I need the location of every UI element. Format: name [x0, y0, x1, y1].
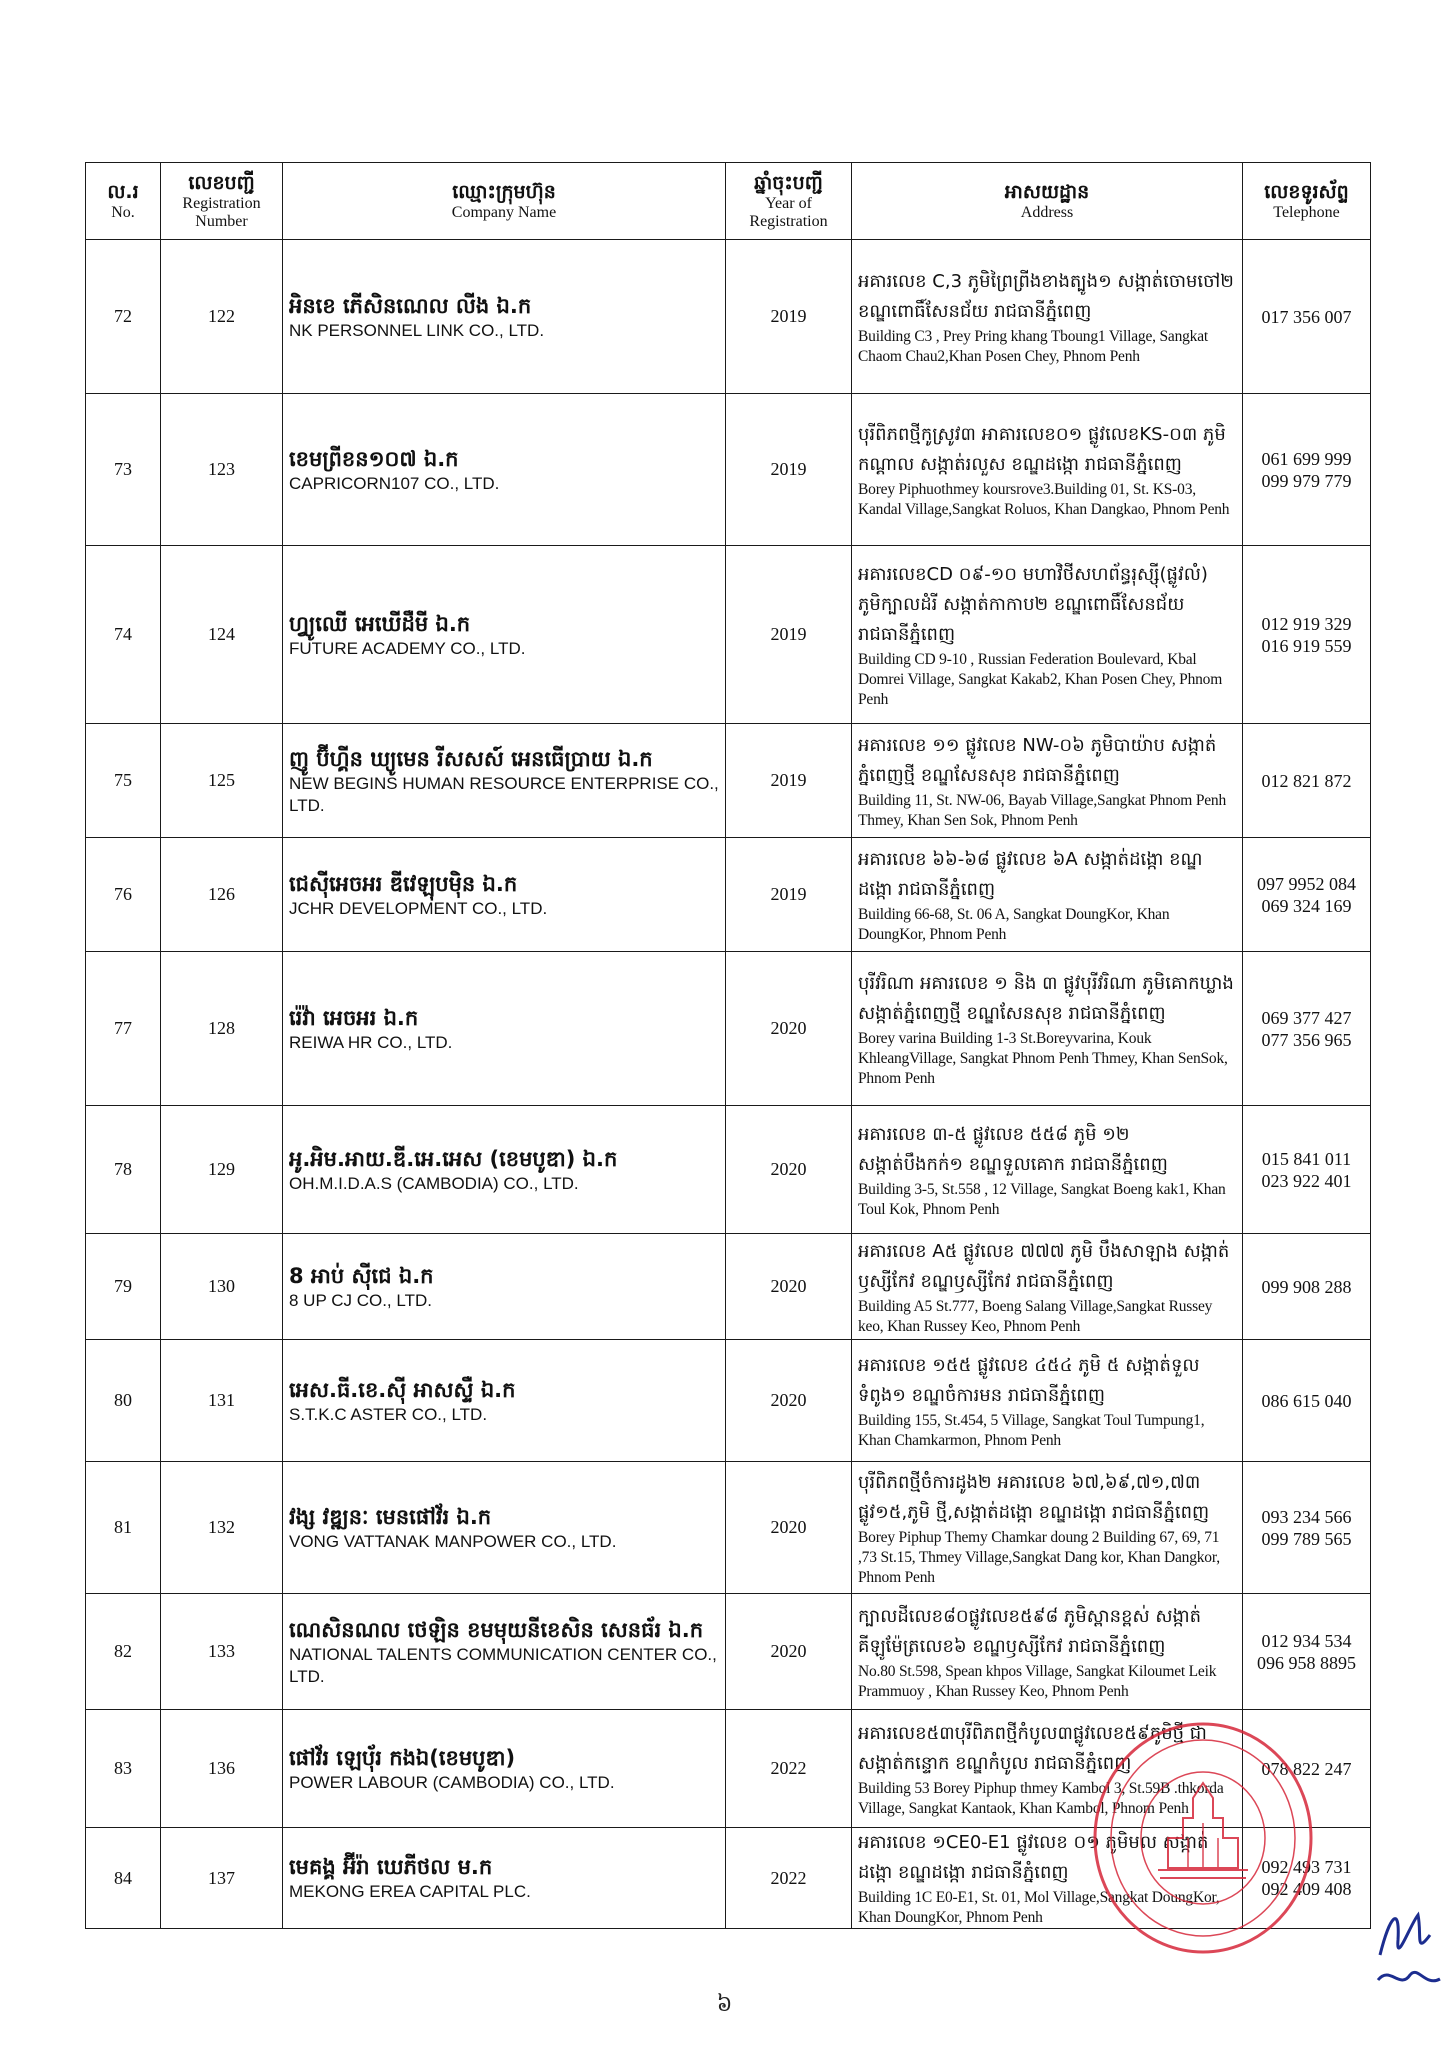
cell-registration: 123: [161, 394, 283, 546]
cell-registration: 124: [161, 546, 283, 724]
header-registration-km: លេខបញ្ជី: [188, 172, 255, 194]
cell-no: 77: [86, 952, 161, 1106]
telephone-number: 078 822 247: [1261, 1758, 1352, 1779]
address-en: Borey Piphup Themy Chamkar doung 2 Building 67, 69, 71 ,73 St.15, Thmey Village,Sangkat Dang kor, Khan Dangkor, Phnom Penh: [858, 1528, 1220, 1586]
cell-no: 83: [86, 1710, 161, 1828]
cell-address: [852, 724, 1243, 838]
table-row: [86, 724, 1371, 838]
company-name-km: ណេសិនណល ថេឡិន ខមមុយនីខេសិន សេនធ័រ ឯ.ក: [289, 1617, 704, 1642]
header-company-name-km: ឈ្មោះក្រុមហ៊ុន: [452, 181, 556, 203]
header-year-en: Year of Registration: [749, 195, 828, 230]
cell-no: 79: [86, 1234, 161, 1340]
cell-registration: 122: [161, 240, 283, 394]
address-en: Building 1C E0-E1, St. 01, Mol Village,Sangkat DoungKor, Khan DoungKor, Phnom Penh: [858, 1889, 1220, 1926]
cell-address: [852, 1462, 1243, 1594]
table-row: [86, 394, 1371, 546]
telephone-number: 069 377 427: [1261, 1007, 1352, 1028]
cell-telephone: [1243, 952, 1371, 1106]
header-company-name-en: Company Name: [451, 204, 557, 221]
telephone-number: 017 356 007: [1261, 306, 1352, 327]
telephone-number: 012 934 534: [1261, 1630, 1352, 1651]
header-address-km: អាសយដ្ឋាន: [1004, 181, 1090, 203]
company-name-km: វង្ស វឌ្ឍនៈ មេនផៅវ័រ ឯ.ក: [289, 1504, 492, 1529]
table-row: [86, 1710, 1371, 1828]
cell-registration: 130: [161, 1234, 283, 1340]
cell-telephone: [1243, 394, 1371, 546]
telephone-number: 069 324 169: [1261, 895, 1352, 916]
company-name-km: ផៅវ័រ ឡេប៉័រ កងឯ(ខេមបូឌា): [289, 1745, 516, 1770]
cell-registration: 133: [161, 1594, 283, 1710]
company-name-km: រ៉េវ៉ា អេចអរ ឯ.ក: [289, 1005, 419, 1030]
cell-telephone: [1243, 724, 1371, 838]
telephone-number: 015 841 011: [1261, 1148, 1352, 1169]
company-name-en: VONG VATTANAK MANPOWER CO., LTD.: [289, 1531, 617, 1551]
cell-company-name: [283, 240, 726, 394]
address-en: Borey varina Building 1-3 St.Boreyvarina, Kouk KhleangVillage, Sangkat Phnom Penh Thmey, Khan SenSok, Phnom Penh: [858, 1029, 1228, 1087]
cell-registration: 132: [161, 1462, 283, 1594]
cell-company-name: [283, 724, 726, 838]
address-en: Building 3-5, St.558 , 12 Village, Sangkat Boeng kak1, Khan Toul Kok, Phnom Penh: [858, 1180, 1226, 1218]
cell-address: [852, 1234, 1243, 1340]
company-name-en: NEW BEGINS HUMAN RESOURCE ENTERPRISE CO., LTD.: [289, 773, 719, 815]
address-km: អគារលេខ ៣-៥ ផ្លូវលេខ ៥៥៨ ភូមិ ១២ សង្កាត់បឹងកក់១ ខណ្ឌទួលគោក រាជធានីភ្នំពេញ: [858, 1123, 1168, 1175]
cell-company-name: [283, 838, 726, 952]
cell-registration: 131: [161, 1340, 283, 1462]
telephone-number: 097 9952 084: [1257, 873, 1356, 894]
company-name-en: REIWA HR CO., LTD.: [289, 1032, 453, 1052]
company-name-en: FUTURE ACADEMY CO., LTD.: [289, 638, 526, 658]
company-name-km: ខេមព្រីខន១០៧ ឯ.ក: [289, 446, 459, 471]
cell-address: [852, 1340, 1243, 1462]
cell-address: [852, 952, 1243, 1106]
cell-year: 2020: [726, 1106, 852, 1234]
cell-address: [852, 394, 1243, 546]
address-en: Building 66-68, St. 06 A, Sangkat DoungKor, Khan DoungKor, Phnom Penh: [858, 905, 1170, 943]
telephone-number: 012 919 329: [1261, 613, 1352, 634]
cell-address: [852, 1594, 1243, 1710]
header-telephone-en: Telephone: [1273, 204, 1340, 221]
cell-registration: 128: [161, 952, 283, 1106]
cell-no: 76: [86, 838, 161, 952]
address-en: Building C3 , Prey Pring khang Tboung1 Village, Sangkat Chaom Chau2,Khan Posen Chey, Phnom Penh: [858, 327, 1209, 365]
cell-year: 2019: [726, 724, 852, 838]
company-name-en: NK PERSONNEL LINK CO., LTD.: [289, 320, 545, 340]
cell-telephone: [1243, 240, 1371, 394]
table-row: [86, 1106, 1371, 1234]
company-name-km: អេស.ធី.ខេ.ស៊ី អាសស្ទឺ ឯ.ក: [289, 1377, 516, 1402]
table-header-row: [86, 163, 1371, 240]
header-address: [852, 163, 1243, 240]
company-name-km: ញូ ប៊ីហ្គីន ឃ្យូមេន រីសសស៍ អេនធើប្រាយ ឯ.ក: [289, 746, 653, 771]
telephone-number: 092 493 731: [1261, 1857, 1352, 1877]
address-en: Building CD 9-10 , Russian Federation Boulevard, Kbal Domrei Village, Sangkat Kakab2, Khan Posen Chey, Phnom Penh: [858, 650, 1223, 708]
cell-year: 2022: [726, 1828, 852, 1929]
address-en: Building 155, St.454, 5 Village, Sangkat Toul Tumpung1, Khan Chamkarmon, Phnom Penh: [858, 1411, 1205, 1449]
table-row: [86, 1594, 1371, 1710]
company-name-en: 8 UP CJ CO., LTD.: [289, 1290, 432, 1310]
address-km: អគារលេខCD ០៩-១០ មហាវិថីសហព័ន្ធរុស្ស៊ី(ផ្លូវលំ) ភូមិក្បាលដំរី សង្កាត់កាកាប២ ខណ្ឌពោធិ៍សែនជ័យ រាជធានីភ្នំពេញ: [858, 563, 1208, 645]
cell-year: 2019: [726, 240, 852, 394]
cell-address: [852, 838, 1243, 952]
cell-no: 72: [86, 240, 161, 394]
table-row: [86, 240, 1371, 394]
cell-year: 2020: [726, 1234, 852, 1340]
address-km: អគារលេខ C,3 ភូមិព្រៃព្រីងខាងត្បូង១ សង្កាត់ចោមចៅ២ ខណ្ឌពោធិ៍សែនជ័យ រាជធានីភ្នំពេញ: [858, 270, 1234, 322]
table-row: [86, 546, 1371, 724]
table-row: [86, 1340, 1371, 1462]
telephone-number: 099 789 565: [1261, 1528, 1352, 1549]
telephone-number: 086 615 040: [1261, 1390, 1352, 1411]
cell-company-name: [283, 546, 726, 724]
cell-company-name: [283, 1594, 726, 1710]
address-km: អគារលេខ៥៣បុរីពិភពថ្មីកំបូល៣ផ្លូវលេខ៥៩ភូមិថ្មី ជាសង្កាត់កន្ទោក ខណ្ឌកំបូល រាជធានីភ្នំពេញ: [858, 1722, 1207, 1774]
cell-year: 2022: [726, 1710, 852, 1828]
page-number: ៦: [716, 1992, 733, 2017]
company-name-km: ជេស៊ីអេចអរ ឌីវេឡុបម៉ិន ឯ.ក: [289, 871, 518, 896]
cell-registration: 126: [161, 838, 283, 952]
company-name-km: អិនខេ ភើសិនណេល លីង ឯ.ក: [289, 293, 532, 318]
cell-address: [852, 546, 1243, 724]
cell-telephone: [1243, 1106, 1371, 1234]
cell-no: 82: [86, 1594, 161, 1710]
address-km: បុរីពិភពថ្មីកូស្រូវ៣ អាគារលេខ០១ ផ្លូវលេខKS-០៣ ភូមិកណ្ដាល សង្កាត់រលួស ខណ្ឌដង្កោ រាជធានីភ្នំពេញ: [858, 423, 1226, 475]
cell-telephone: [1243, 1462, 1371, 1594]
cell-address: [852, 240, 1243, 394]
cell-telephone: [1243, 1340, 1371, 1462]
cell-year: 2020: [726, 952, 852, 1106]
address-km: បុរីពិភពថ្មីចំការដូង២ អគារលេខ ៦៧,៦៩,៧១,៧៣ ផ្លូវ១៥,ភូមិ ថ្មី,សង្កាត់ដង្កោ ខណ្ឌដង្កោ រាជធានីភ្នំពេញ: [858, 1471, 1210, 1523]
cell-address: [852, 1106, 1243, 1234]
cell-telephone: [1243, 1234, 1371, 1340]
cell-no: 80: [86, 1340, 161, 1462]
header-registration: [161, 163, 283, 240]
company-registry-table: [85, 162, 1371, 1929]
header-company-name: [283, 163, 726, 240]
company-name-en: NATIONAL TALENTS COMMUNICATION CENTER CO., LTD.: [289, 1644, 717, 1686]
cell-company-name: [283, 1106, 726, 1234]
cell-address: [852, 1828, 1243, 1929]
address-km: អគារលេខ ៦៦-៦៨ ផ្លូវលេខ ៦A សង្កាត់ដង្កោ ខណ្ឌដង្កោ រាជធានីភ្នំពេញ: [858, 848, 1203, 900]
cell-year: 2019: [726, 394, 852, 546]
header-telephone-km: លេខទូរស័ព្ទ: [1264, 181, 1349, 203]
cell-company-name: [283, 1462, 726, 1594]
cell-telephone: [1243, 838, 1371, 952]
company-name-en: CAPRICORN107 CO., LTD.: [289, 473, 500, 493]
address-km: អគារលេខ ១១ ផ្លូវលេខ NW-០៦ ភូមិបាយ៉ាប សង្កាត់ភ្នំពេញថ្មី ខណ្ឌសែនសុខ រាជធានីភ្នំពេញ: [858, 734, 1217, 786]
telephone-number: 092 409 408: [1261, 1879, 1352, 1899]
company-name-km: មេគង្គ អ៊ីរ៉ា ឃេភីថល ម.ក: [289, 1855, 493, 1879]
cell-company-name: [283, 1828, 726, 1929]
company-name-km: អូ.អិម.អាយ.ឌី.អេ.អេស (ខេមបូឌា) ឯ.ក: [289, 1146, 618, 1171]
cell-registration: 125: [161, 724, 283, 838]
header-no-en: No.: [111, 204, 135, 221]
telephone-number: 096 958 8895: [1257, 1652, 1356, 1673]
header-registration-en: Registration Number: [182, 195, 261, 230]
cell-year: 2020: [726, 1340, 852, 1462]
cell-year: 2019: [726, 838, 852, 952]
address-km: ក្បាលដីលេខ៨០ផ្លូវលេខ៥៩៨ ភូមិស្ពានខ្ពស់ សង្កាត់គីឡូម៉ែត្រលេខ៦ ខណ្ឌឫស្សីកែវ រាជធានីភ្នំពេញ: [858, 1605, 1202, 1657]
cell-company-name: [283, 1234, 726, 1340]
address-km: អគារលេខ ១CE0-E1 ផ្លូវលេខ ០១ ភូមិមល សង្កាត់ដង្កោ ខណ្ឌដង្កោ រាជធានីភ្នំពេញ: [858, 1832, 1209, 1883]
cell-company-name: [283, 1710, 726, 1828]
telephone-number: 061 699 999: [1261, 448, 1352, 469]
handwritten-signature: [1370, 1895, 1445, 2005]
address-en: Building 53 Borey Piphup thmey Kambol 3, St.59B .thkorda Village, Sangkat Kantaok, Khan Kambol, Phnom Penh: [858, 1779, 1224, 1817]
table-body: [86, 240, 1371, 1929]
header-address-en: Address: [1020, 204, 1074, 221]
cell-no: 74: [86, 546, 161, 724]
address-km: អគារលេខ ១៥៥ ផ្លូវលេខ ៤៥៤ ភូមិ ៥ សង្កាត់ទួលទំពូង១ ខណ្ឌចំការមន រាជធានីភ្នំពេញ: [858, 1354, 1200, 1406]
address-en: Building 11, St. NW-06, Bayab Village,Sangkat Phnom Penh Thmey, Khan Sen Sok, Phnom Penh: [858, 791, 1227, 829]
cell-telephone: [1243, 1828, 1371, 1929]
company-name-en: MEKONG EREA CAPITAL PLC.: [289, 1882, 531, 1901]
cell-company-name: [283, 394, 726, 546]
cell-year: 2020: [726, 1462, 852, 1594]
table-row: [86, 838, 1371, 952]
cell-no: 73: [86, 394, 161, 546]
cell-registration: 136: [161, 1710, 283, 1828]
telephone-number: 012 821 872: [1261, 770, 1352, 791]
cell-telephone: [1243, 546, 1371, 724]
cell-telephone: [1243, 1710, 1371, 1828]
telephone-number: 077 356 965: [1261, 1029, 1352, 1050]
header-no: [86, 163, 161, 240]
address-en: No.80 St.598, Spean khpos Village, Sangkat Kiloumet Leik Prammuoy , Khan Russey Keo, Phnom Penh: [858, 1662, 1217, 1700]
cell-company-name: [283, 952, 726, 1106]
table-row: [86, 1234, 1371, 1340]
header-year-km: ឆ្នាំចុះបញ្ជី: [754, 172, 823, 194]
header-no-km: ល.រ: [107, 181, 139, 203]
cell-telephone: [1243, 1594, 1371, 1710]
header-telephone: [1243, 163, 1371, 240]
address-km: អគារលេខ A៥ ផ្លូវលេខ ៧៧៧ ភូមិ បឹងសាឡាង សង្កាត់ឫស្សីកែវ ខណ្ឌឫស្សីកែវ រាជធានីភ្នំពេញ: [858, 1240, 1230, 1292]
telephone-number: 099 979 779: [1261, 470, 1352, 491]
cell-no: 78: [86, 1106, 161, 1234]
company-name-en: JCHR DEVELOPMENT CO., LTD.: [289, 898, 548, 918]
telephone-number: 099 908 288: [1261, 1276, 1352, 1297]
cell-registration: 129: [161, 1106, 283, 1234]
header-year: [726, 163, 852, 240]
cell-no: 75: [86, 724, 161, 838]
address-km: បុរីវរិណា អគារលេខ ១ និង ៣ ផ្លូវបុរីវរិណា ភូមិគោកឃ្លាង សង្កាត់ភ្នំពេញថ្មី ខណ្ឌសែនសុខ រាជធានីភ្នំពេញ: [858, 972, 1234, 1024]
cell-year: 2020: [726, 1594, 852, 1710]
cell-year: 2019: [726, 546, 852, 724]
company-name-km: 8 អាប់ ស៊ីជេ ឯ.ក: [289, 1263, 434, 1288]
telephone-number: 016 919 559: [1261, 635, 1352, 656]
table-row: [86, 952, 1371, 1106]
table-row: [86, 1828, 1371, 1929]
company-name-en: OH.M.I.D.A.S (CAMBODIA) CO., LTD.: [289, 1173, 579, 1193]
cell-company-name: [283, 1340, 726, 1462]
cell-no: 81: [86, 1462, 161, 1594]
cell-registration: 137: [161, 1828, 283, 1929]
telephone-number: 023 922 401: [1261, 1170, 1352, 1191]
address-en: Building A5 St.777, Boeng Salang Village,Sangkat Russey keo, Khan Russey Keo, Phnom Penh: [858, 1297, 1213, 1335]
table-row: [86, 1462, 1371, 1594]
cell-address: [852, 1710, 1243, 1828]
address-en: Borey Piphuothmey koursrove3.Building 01, St. KS-03, Kandal Village,Sangkat Roluos, Khan Dangkao, Phnom Penh: [858, 480, 1230, 518]
telephone-number: 093 234 566: [1261, 1506, 1352, 1527]
company-name-en: S.T.K.C ASTER CO., LTD.: [289, 1404, 488, 1424]
company-name-km: ហ្វ្យូឈើ អេឃើដឺមី ឯ.ក: [289, 611, 471, 636]
company-name-en: POWER LABOUR (CAMBODIA) CO., LTD.: [289, 1772, 615, 1792]
cell-no: 84: [86, 1828, 161, 1929]
